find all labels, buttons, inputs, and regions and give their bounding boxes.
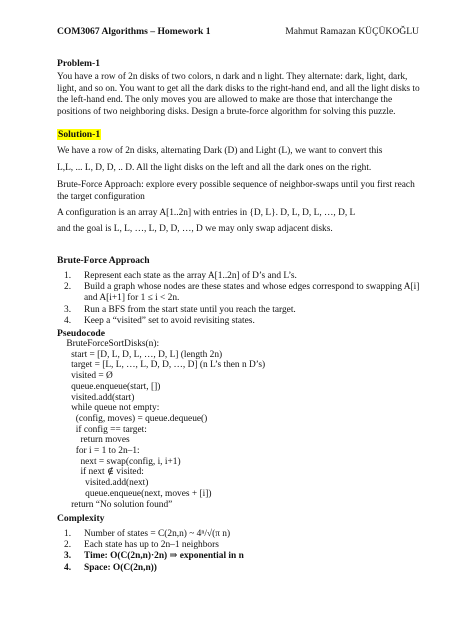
code-line: (config, moves) = queue.dequeue() (57, 413, 208, 424)
approach-list (57, 271, 422, 327)
solution-paragraph-4: A configuration is an array A[1..2n] with entries in {D, L}. D, L, D, L, …, D, L (57, 208, 356, 218)
solution-paragraph-3: Brute-Force Approach: explore every possible sequence of neighbor-swaps until you first reach the target configuration (57, 180, 415, 202)
code-line: BruteForceSortDisks(n): (57, 339, 160, 349)
solution-paragraph-1: We have a row of 2n disks, alternating Dark (D) and Light (L), we want to convert this (57, 146, 383, 156)
list-number: 3. (64, 304, 72, 315)
code-line: return moves (57, 435, 130, 446)
solution-paragraph-2: L,L, ... L, D, D, .. D. All the light disks on the left and all the dark ones on the right. (57, 163, 372, 173)
list-number: 4. (64, 562, 72, 573)
code-line: target = [L, L, …, L, D, D, …, D] (n L’s then n D’s) (57, 360, 266, 371)
list-text: Represent each state as the array A[1..2n] of D’s and L’s. (84, 271, 297, 281)
list-item (57, 563, 422, 574)
problem-text: You have a row of 2n disks of two colors, n dark and n light. They alternate: dark, light, dark, light, and so on. You want to get all the dark disks to the right-hand end, and all the light disks to the left-hand end. The only moves you are allowed to make are those that interchange the positions of two neighboring disks. Design a brute-force algorithm for solving this puzzle. (57, 72, 420, 117)
author-name: Mahmut Ramazan KÜÇÜKOĞLU (285, 26, 419, 37)
list-text: Space: O(C(2n,n)) (84, 562, 157, 573)
list-number: 1. (64, 271, 72, 281)
code-line: start = [D, L, D, L, …, D, L] (length 2n) (57, 349, 223, 360)
solution-paragraph-5: and the goal is L, L, …, L, D, D, …, D we may only swap adjacent disks. (57, 224, 333, 234)
problem-heading: Problem-1 (57, 58, 100, 69)
code-line: visited.add(start) (57, 392, 135, 403)
pseudocode-heading: Pseudocode (57, 328, 105, 339)
list-text: Run a BFS from the start state until you reach the target. (84, 304, 296, 315)
code-line: queue.enqueue(start, []) (57, 381, 161, 392)
list-number: 1. (64, 529, 72, 539)
complexity-list (57, 529, 422, 574)
code-line: if next ∉ visited: (57, 467, 144, 478)
list-text: Build a graph whose nodes are these states and whose edges correspond to swapping A[i] and A[i+1] for 1 ≤ i < 2n. (84, 282, 420, 304)
list-text: Time: O(C(2n,n)·2n) ⇒ exponential in n (84, 551, 244, 562)
code-line: for i = 1 to 2n–1: (57, 446, 140, 457)
code-line: visited.add(next) (57, 478, 149, 489)
approach-heading: Brute-Force Approach (57, 255, 150, 266)
course-title: COM3067 Algorithms – Homework 1 (57, 26, 211, 37)
solution-heading (57, 129, 101, 140)
list-item (57, 529, 422, 540)
list-text: Number of states = C(2n,n) ~ 4ⁿ/√(π n) (84, 529, 231, 539)
list-item (57, 271, 422, 282)
code-line: queue.enqueue(next, moves + [i]) (57, 488, 212, 499)
code-line: while queue not empty: (57, 403, 160, 414)
list-item (57, 305, 422, 316)
list-item (57, 316, 422, 327)
pseudocode-block (57, 339, 265, 510)
complexity-heading: Complexity (57, 513, 105, 524)
list-text: Keep a “visited” set to avoid revisiting states. (84, 315, 255, 326)
list-number: 2. (64, 282, 72, 293)
list-item (57, 540, 422, 551)
list-number: 2. (64, 540, 72, 551)
list-item (57, 282, 422, 304)
list-item (57, 551, 422, 562)
code-line: next = swap(config, i, i+1) (57, 456, 181, 467)
list-number: 4. (64, 315, 72, 326)
code-line: return “No solution found” (57, 499, 173, 510)
solution-heading-label: Solution-1 (58, 129, 101, 140)
code-line: visited = Ø (57, 371, 113, 382)
list-number: 3. (64, 551, 72, 562)
list-text: Each state has up to 2n–1 neighbors (84, 540, 219, 551)
code-line: if config == target: (57, 424, 147, 435)
